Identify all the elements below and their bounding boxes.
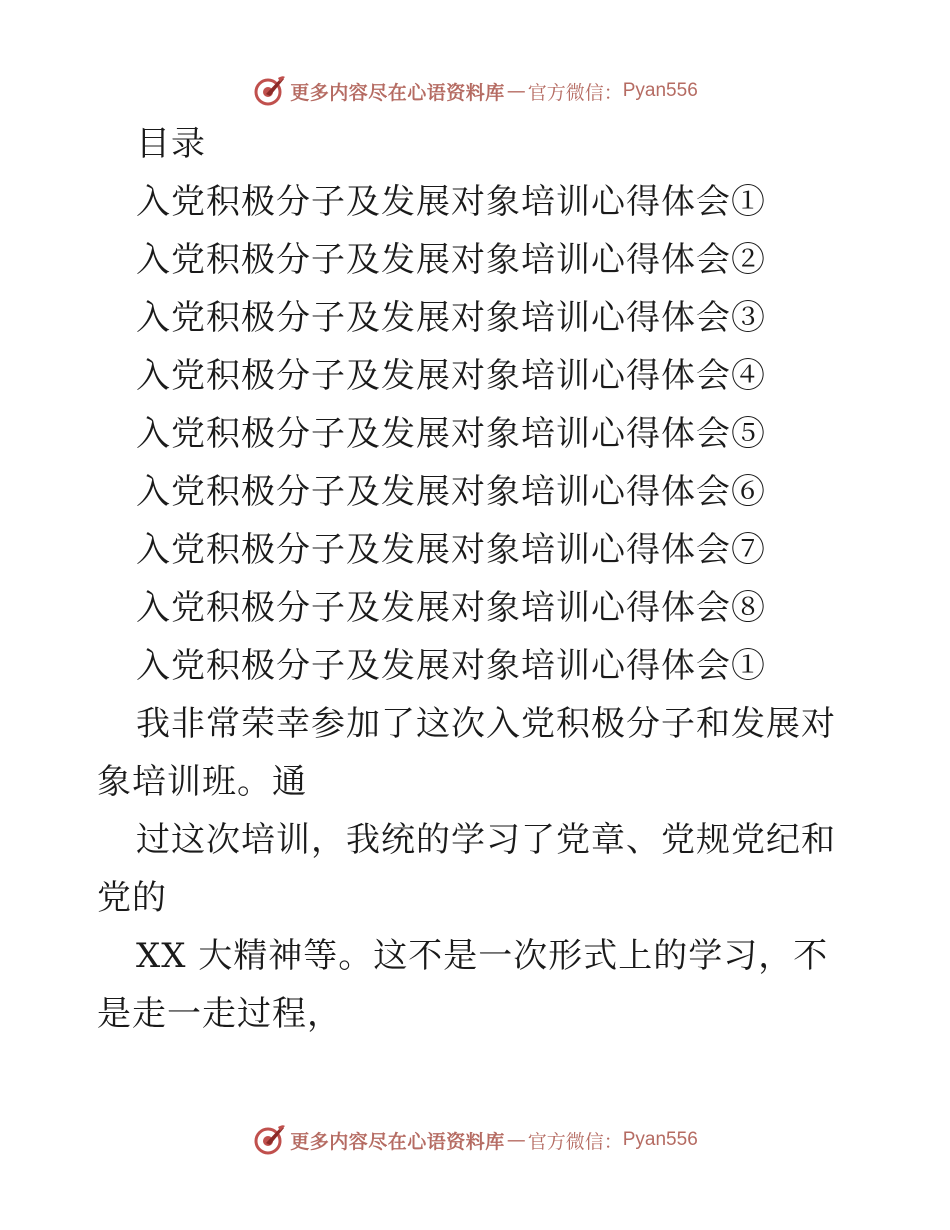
toc-item: 入党积极分子及发展对象培训心得体会⑦ [136,530,766,570]
footer-banner [0,1120,950,1160]
article-paragraph: 我非常荣幸参加了这次入党积极分子和发展对象培训班。通 [97,704,836,802]
banner-wechat-id: Pyan556 [622,80,698,101]
article-title: 入党积极分子及发展对象培训心得体会① [136,646,766,686]
banner-wechat-id: Pyan556 [622,1129,698,1150]
header-banner [0,71,950,111]
toc-heading: 目录 [136,124,206,164]
banner-wechat-label: 官方微信： [527,81,623,104]
toc-item: 入党积极分子及发展对象培训心得体会① [136,182,766,222]
banner-wechat-label: 官方微信： [527,1130,623,1153]
document-body [97,115,857,1043]
toc-item: 入党积极分子及发展对象培训心得体会⑤ [136,414,766,454]
toc-item: 入党积极分子及发展对象培训心得体会③ [136,298,766,338]
article-paragraph: XX 大精神等。这不是一次形式上的学习，不是走一走过程， [97,936,829,1034]
quill-logo-icon [252,74,286,108]
banner-text: 更多内容尽在心语资料库 [290,81,505,104]
quill-logo-icon [252,1123,286,1157]
toc-item: 入党积极分子及发展对象培训心得体会② [136,240,766,280]
toc-item: 入党积极分子及发展对象培训心得体会⑧ [136,588,766,628]
banner-text: 更多内容尽在心语资料库 [290,1130,505,1153]
toc-item: 入党积极分子及发展对象培训心得体会④ [136,356,766,396]
banner-separator: — [506,1129,526,1151]
banner-separator: — [506,80,526,102]
toc-item: 入党积极分子及发展对象培训心得体会⑥ [136,472,766,512]
article-paragraph: 过这次培训，我统的学习了党章、党规党纪和党的 [97,820,836,918]
